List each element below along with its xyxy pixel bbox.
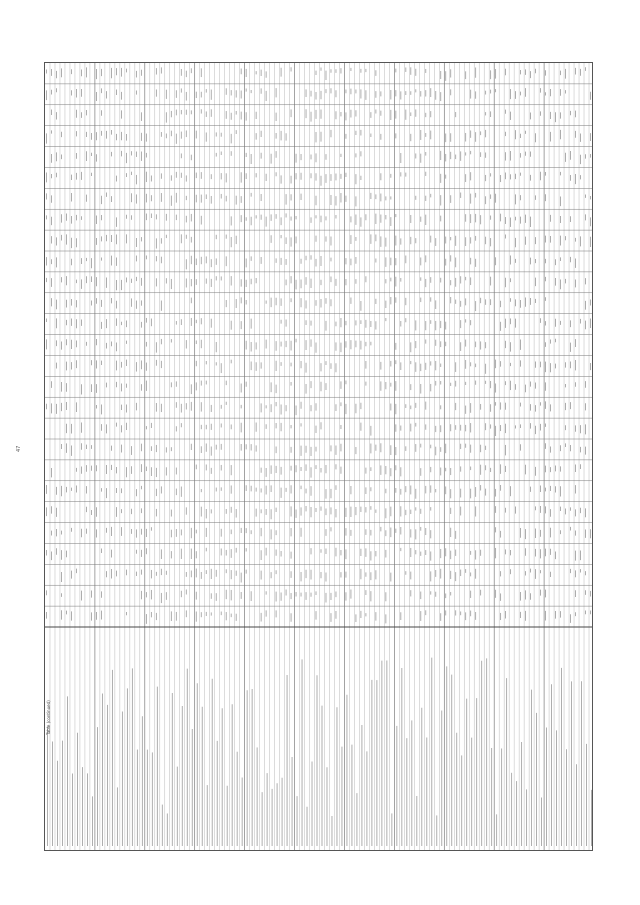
table-grid	[45, 63, 593, 851]
data-table	[44, 62, 593, 851]
page-number: 47	[16, 445, 22, 452]
table-caption: Table (continued)	[46, 700, 51, 735]
cell-values	[46, 67, 590, 624]
